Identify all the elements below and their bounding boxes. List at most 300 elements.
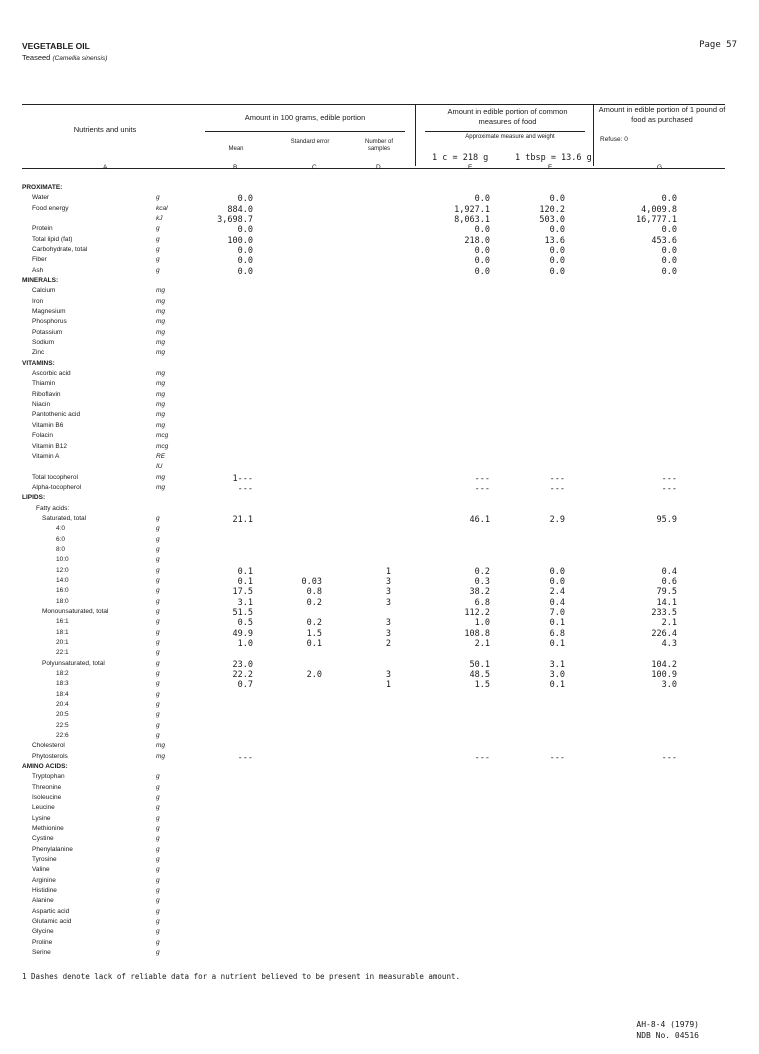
value-col-f: 2.4	[549, 587, 565, 598]
unit-label: g	[156, 597, 160, 605]
unit-label: g	[156, 680, 160, 688]
nutrient-label: Vitamin B12	[32, 442, 67, 450]
section-heading-row	[22, 184, 722, 194]
table-row	[22, 897, 722, 907]
value-col-f: 503.0	[539, 215, 565, 226]
unit-label: IU	[156, 463, 163, 471]
value-col-f: 0.1	[549, 680, 565, 691]
table-row	[22, 463, 722, 473]
unit-label: g	[156, 887, 160, 895]
value-col-e: ---	[474, 752, 490, 763]
nutrient-label: 18:3	[56, 680, 69, 688]
nutrient-label: Glycine	[32, 928, 54, 936]
value-col-e: 2.1	[474, 638, 490, 649]
unit-label: g	[156, 545, 160, 553]
value-col-g: 79.5	[656, 587, 677, 598]
section-heading-row	[22, 763, 722, 773]
value-col-c: 2.0	[306, 669, 322, 680]
value-col-b: 0.0	[237, 225, 253, 236]
value-col-f: ---	[549, 483, 565, 494]
unit-label: g	[156, 928, 160, 936]
nutrient-label: 16:0	[56, 587, 69, 595]
table-row	[22, 546, 722, 556]
header-common-measures: Amount in edible portion of common measures of food	[447, 107, 568, 126]
table-row	[22, 773, 722, 783]
value-col-e: 108.8	[464, 628, 490, 639]
table-row	[22, 536, 722, 546]
value-col-b: 23.0	[232, 659, 253, 670]
unit-label: g	[156, 907, 160, 915]
unit-label: g	[156, 587, 160, 595]
nutrient-label: Arginine	[32, 876, 56, 884]
header-approx-measure: Approximate measure and weight	[465, 134, 555, 140]
table-row	[22, 877, 722, 887]
value-col-d: 3	[385, 587, 391, 598]
value-col-b: 1.0	[237, 638, 253, 649]
value-col-g: 0.0	[661, 225, 677, 236]
table-row	[22, 298, 722, 308]
unit-label: g	[156, 721, 160, 729]
unit-label: g	[156, 949, 160, 957]
value-col-g: 0.0	[661, 266, 677, 277]
table-row	[22, 939, 722, 949]
nutrient-label: 10:0	[56, 556, 69, 564]
value-col-c: 0.2	[306, 618, 322, 629]
table-row	[22, 908, 722, 918]
nutrient-label: Folacin	[32, 432, 53, 440]
unit-label: g	[156, 618, 160, 626]
subtitle-main: Teaseed	[22, 53, 51, 62]
value-col-e: ---	[474, 483, 490, 494]
table-row	[22, 308, 722, 318]
header-pound: Amount in edible portion of 1 pound of food as purchased	[598, 105, 726, 124]
value-col-f: ---	[549, 752, 565, 763]
unit-label: g	[156, 607, 160, 615]
unit-label: mg	[156, 349, 166, 357]
table-row	[22, 349, 722, 359]
nutrient-label: 22:6	[56, 732, 69, 740]
nutrient-label: 18:2	[56, 669, 69, 677]
unit-label: g	[156, 773, 160, 781]
value-col-b: ---	[237, 483, 253, 494]
nutrient-label: Cholesterol	[32, 742, 65, 750]
unit-label: g	[156, 876, 160, 884]
nutrient-label: Serine	[32, 949, 51, 957]
nutrient-label: 6:0	[56, 535, 66, 543]
value-col-d: 3	[385, 618, 391, 629]
value-col-e: 38.2	[469, 587, 490, 598]
section-label: PROXIMATE:	[22, 184, 63, 191]
table-row	[22, 618, 722, 628]
unit-label: g	[156, 918, 160, 926]
nutrient-label: Food energy	[32, 204, 69, 212]
value-col-c: 0.03	[301, 576, 322, 587]
table-row	[22, 401, 722, 411]
nutrient-label: Proline	[32, 938, 53, 946]
col-letter-g: G	[657, 164, 663, 171]
unit-label: g	[156, 669, 160, 677]
nutrient-label: Total lipid (fat)	[32, 235, 73, 243]
value-col-e: 0.0	[474, 194, 490, 205]
value-col-b: 0.0	[237, 256, 253, 267]
header-refuse: Refuse: 0	[600, 136, 628, 143]
table-row	[22, 422, 722, 432]
table-row	[22, 660, 722, 670]
section-heading-row	[22, 360, 722, 370]
unit-label: g	[156, 732, 160, 740]
unit-label: mg	[156, 390, 166, 398]
section-label: LIPIDS:	[22, 494, 46, 502]
table-row	[22, 370, 722, 380]
document-title: VEGETABLE OIL	[22, 41, 90, 51]
nutrient-label: Thiamin	[32, 380, 56, 388]
value-col-f: 0.0	[549, 566, 565, 577]
header-mean: Mean	[228, 146, 244, 152]
unit-label: mg	[156, 297, 166, 305]
table-row	[22, 411, 722, 421]
column-divider-1	[415, 104, 416, 166]
table-row	[22, 515, 722, 525]
unit-label: mg	[156, 318, 166, 326]
table-row	[22, 608, 722, 618]
col-letter-f: F	[548, 164, 552, 171]
value-col-b: 0.1	[237, 576, 253, 587]
value-col-f: 2.9	[549, 514, 565, 525]
col-letter-e: E	[468, 164, 473, 171]
value-col-b: 0.7	[237, 680, 253, 691]
nutrient-label: Threonine	[32, 783, 62, 791]
unit-label: mg	[156, 421, 166, 429]
measure-cup: 1 c = 218 g	[432, 153, 489, 163]
table-row	[22, 670, 722, 680]
value-col-g: ---	[661, 473, 677, 484]
nutrient-label: 8:0	[56, 545, 66, 553]
value-col-f: 3.1	[549, 659, 565, 670]
unit-label: g	[156, 525, 160, 533]
value-col-g: 226.4	[651, 628, 677, 639]
value-col-b: 1---	[232, 473, 253, 484]
col-letter-c: C	[312, 164, 317, 171]
unit-label: g	[156, 866, 160, 874]
nutrient-label: Isoleucine	[32, 794, 62, 802]
value-col-g: 233.5	[651, 607, 677, 618]
table-row	[22, 256, 722, 266]
value-col-d: 3	[385, 576, 391, 587]
unit-label: RE	[156, 452, 166, 460]
col-letter-a: A	[103, 164, 108, 171]
unit-label: mg	[156, 287, 166, 295]
section-label: VITAMINS:	[22, 359, 55, 367]
value-col-b: 0.1	[237, 566, 253, 577]
nutrient-label: 18:0	[56, 597, 69, 605]
value-col-g: 0.6	[661, 576, 677, 587]
table-row	[22, 887, 722, 897]
table-row	[22, 835, 722, 845]
table-row	[22, 629, 722, 639]
unit-label: mg	[156, 742, 166, 750]
nutrient-label: Total tocopherol	[32, 473, 78, 481]
value-col-g: 3.0	[661, 680, 677, 691]
value-col-g: 0.0	[661, 194, 677, 205]
value-col-b: 100.0	[227, 235, 253, 246]
value-col-e: 0.0	[474, 256, 490, 267]
table-row	[22, 928, 722, 938]
table-row	[22, 287, 722, 297]
table-row	[22, 949, 722, 959]
table-row	[22, 236, 722, 246]
nutrient-label: Vitamin B6	[32, 421, 64, 429]
value-col-e: 0.0	[474, 246, 490, 257]
table-row	[22, 194, 722, 204]
value-col-b: 0.5	[237, 618, 253, 629]
table-row	[22, 380, 722, 390]
table-row	[22, 846, 722, 856]
nutrient-label: 22:1	[56, 649, 69, 657]
value-col-g: ---	[661, 752, 677, 763]
nutrient-label: Alanine	[32, 897, 54, 905]
unit-label: g	[156, 266, 160, 274]
table-row	[22, 598, 722, 608]
unit-label: g	[156, 825, 160, 833]
value-col-g: 0.0	[661, 246, 677, 257]
nutrient-label: Niacin	[32, 401, 51, 409]
value-col-b: 3.1	[237, 597, 253, 608]
nutrient-label: Polyunsaturated, total	[42, 659, 105, 667]
unit-label: mg	[156, 370, 166, 378]
table-row	[22, 484, 722, 494]
table-row	[22, 556, 722, 566]
value-col-b: 3,698.7	[217, 215, 253, 226]
unit-label: g	[156, 659, 160, 667]
value-col-b: 22.2	[232, 669, 253, 680]
table-row	[22, 691, 722, 701]
unit-label: g	[156, 628, 160, 636]
value-col-f: 0.0	[549, 246, 565, 257]
common-measures-rule	[425, 131, 585, 132]
table-row	[22, 649, 722, 659]
table-row	[22, 453, 722, 463]
column-divider-2	[593, 104, 594, 166]
col-letter-b: B	[233, 164, 238, 171]
unit-label: mg	[156, 752, 166, 760]
unit-label: mg	[156, 339, 166, 347]
value-col-d: 1	[385, 566, 391, 577]
value-col-b: ---	[237, 752, 253, 763]
nutrient-label: 20:4	[56, 701, 69, 708]
value-col-b: 21.1	[232, 514, 253, 525]
nutrient-label: Valine	[32, 866, 50, 874]
nutrient-label: Aspartic acid	[32, 907, 70, 915]
value-col-f: 0.0	[549, 194, 565, 205]
value-col-d: 3	[385, 597, 391, 608]
nutrient-label: Cystine	[32, 835, 54, 843]
table-row	[22, 215, 722, 225]
value-col-e: 1.5	[474, 680, 490, 691]
value-col-f: 0.0	[549, 225, 565, 236]
nutrient-label: Ash	[32, 266, 44, 274]
value-col-f: 13.6	[544, 235, 565, 246]
table-row	[22, 577, 722, 587]
document-subtitle	[22, 53, 107, 62]
value-col-d: 1	[385, 680, 391, 691]
unit-label: g	[156, 690, 160, 698]
value-col-b: 17.5	[232, 587, 253, 598]
value-col-b: 49.9	[232, 628, 253, 639]
nutrient-label: Fiber	[32, 256, 47, 264]
table-row	[22, 267, 722, 277]
table-row	[22, 225, 722, 235]
unit-label: g	[156, 514, 160, 522]
unit-label: g	[156, 711, 160, 719]
unit-label: g	[156, 701, 160, 708]
footnote: 1 Dashes denote lack of reliable data for a nutrient believed to be present in measurable amount.	[22, 972, 460, 981]
value-col-e: 0.0	[474, 225, 490, 236]
value-col-e: ---	[474, 473, 490, 484]
value-col-d: 2	[385, 638, 391, 649]
nutrient-label: Riboflavin	[32, 390, 61, 398]
unit-label: mg	[156, 380, 166, 388]
nutrient-label: Protein	[32, 225, 53, 233]
value-col-e: 1,927.1	[454, 204, 490, 215]
table-row	[22, 329, 722, 339]
table-row	[22, 505, 722, 515]
value-col-e: 218.0	[464, 235, 490, 246]
table-row	[22, 432, 722, 442]
table-row	[22, 318, 722, 328]
unit-label: g	[156, 814, 160, 822]
nutrient-label: Ascorbic acid	[32, 370, 71, 378]
nutrient-label: 22:5	[56, 721, 69, 729]
unit-label: g	[156, 225, 160, 233]
value-col-f: 6.8	[549, 628, 565, 639]
table-row	[22, 732, 722, 742]
value-col-e: 112.2	[464, 607, 490, 618]
table-header-bottom-rule	[22, 168, 725, 169]
value-col-b: 0.0	[237, 194, 253, 205]
nutrient-label: Fatty acids:	[36, 504, 70, 512]
unit-label: mg	[156, 411, 166, 419]
unit-label: g	[156, 804, 160, 812]
value-col-b: 884.0	[227, 204, 253, 215]
table-row	[22, 680, 722, 690]
unit-label: g	[156, 856, 160, 864]
table-row	[22, 701, 722, 711]
value-col-e: 0.0	[474, 266, 490, 277]
page-number: Page 57	[699, 40, 737, 50]
table-row	[22, 722, 722, 732]
section-label: AMINO ACIDS:	[22, 763, 68, 771]
value-col-f: 7.0	[549, 607, 565, 618]
nutrient-label: Phenylalanine	[32, 845, 73, 853]
unit-label: g	[156, 794, 160, 802]
unit-label: g	[156, 845, 160, 853]
value-col-f: 0.0	[549, 576, 565, 587]
unit-label: g	[156, 566, 160, 574]
value-col-f: 0.4	[549, 597, 565, 608]
header-nutrients: Nutrients and units	[73, 125, 137, 134]
nutrient-label: Carbohydrate, total	[32, 246, 88, 254]
value-col-c: 0.8	[306, 587, 322, 598]
nutrient-label: 20:1	[56, 638, 69, 646]
nutrient-label: Monounsaturated, total	[42, 607, 109, 615]
table-row	[22, 443, 722, 453]
unit-label: mg	[156, 473, 166, 481]
table-row	[22, 711, 722, 721]
nutrient-label: Lysine	[32, 814, 51, 822]
nutrient-label: 4:0	[56, 525, 66, 533]
value-col-f: 0.0	[549, 256, 565, 267]
col-letter-d: D	[376, 164, 381, 171]
unit-label: mg	[156, 483, 166, 491]
section-heading-row	[22, 494, 722, 504]
value-col-f: 0.0	[549, 266, 565, 277]
unit-label: g	[156, 897, 160, 905]
value-col-b: 0.0	[237, 246, 253, 257]
nutrient-label: Glutamic acid	[32, 918, 72, 926]
value-col-g: 0.4	[661, 566, 677, 577]
value-col-e: 1.0	[474, 618, 490, 629]
header-samples: Number of samples	[364, 139, 393, 152]
value-col-g: ---	[661, 483, 677, 494]
value-col-g: 14.1	[656, 597, 677, 608]
value-col-f: ---	[549, 473, 565, 484]
unit-label: g	[156, 783, 160, 791]
section-heading-row	[22, 277, 722, 287]
value-col-g: 104.2	[651, 659, 677, 670]
nutrient-label: Saturated, total	[42, 514, 87, 522]
nutrient-label: Potassium	[32, 328, 63, 336]
unit-label: g	[156, 835, 160, 843]
table-row	[22, 391, 722, 401]
unit-label: kJ	[156, 215, 163, 223]
nutrient-label: Sodium	[32, 339, 55, 347]
table-row	[22, 815, 722, 825]
value-col-g: 95.9	[656, 514, 677, 525]
ndb-number: NDB No. 04516	[636, 1031, 699, 1040]
nutrient-label: Iron	[32, 297, 44, 305]
nutrient-label: Tyrosine	[32, 856, 57, 864]
unit-label: kcal	[156, 204, 168, 212]
value-col-g: 4.3	[661, 638, 677, 649]
value-col-e: 48.5	[469, 669, 490, 680]
nutrient-label: Magnesium	[32, 308, 66, 316]
source-code: AH-8-4 (1979)	[636, 1020, 699, 1029]
nutrient-label: 18:1	[56, 628, 69, 636]
table-row	[22, 918, 722, 928]
table-row	[22, 525, 722, 535]
table-row	[22, 639, 722, 649]
unit-label: g	[156, 638, 160, 646]
nutrient-label: 12:0	[56, 566, 69, 574]
unit-label: g	[156, 246, 160, 254]
nutrient-label: Calcium	[32, 287, 56, 295]
unit-label: mcg	[156, 442, 169, 450]
nutrient-label: Methionine	[32, 825, 64, 833]
subtitle-latin: (Camellia sinensis)	[52, 55, 108, 62]
value-col-g: 2.1	[661, 618, 677, 629]
nutrient-label: 18:4	[56, 690, 69, 698]
unit-label: g	[156, 194, 160, 202]
table-row	[22, 567, 722, 577]
nutrient-label: Water	[32, 194, 50, 202]
value-col-g: 0.0	[661, 256, 677, 267]
unit-label: g	[156, 576, 160, 584]
value-col-e: 8,063.1	[454, 215, 490, 226]
value-col-e: 6.8	[474, 597, 490, 608]
unit-label: g	[156, 535, 160, 543]
unit-label: g	[156, 649, 160, 657]
value-col-g: 100.9	[651, 669, 677, 680]
